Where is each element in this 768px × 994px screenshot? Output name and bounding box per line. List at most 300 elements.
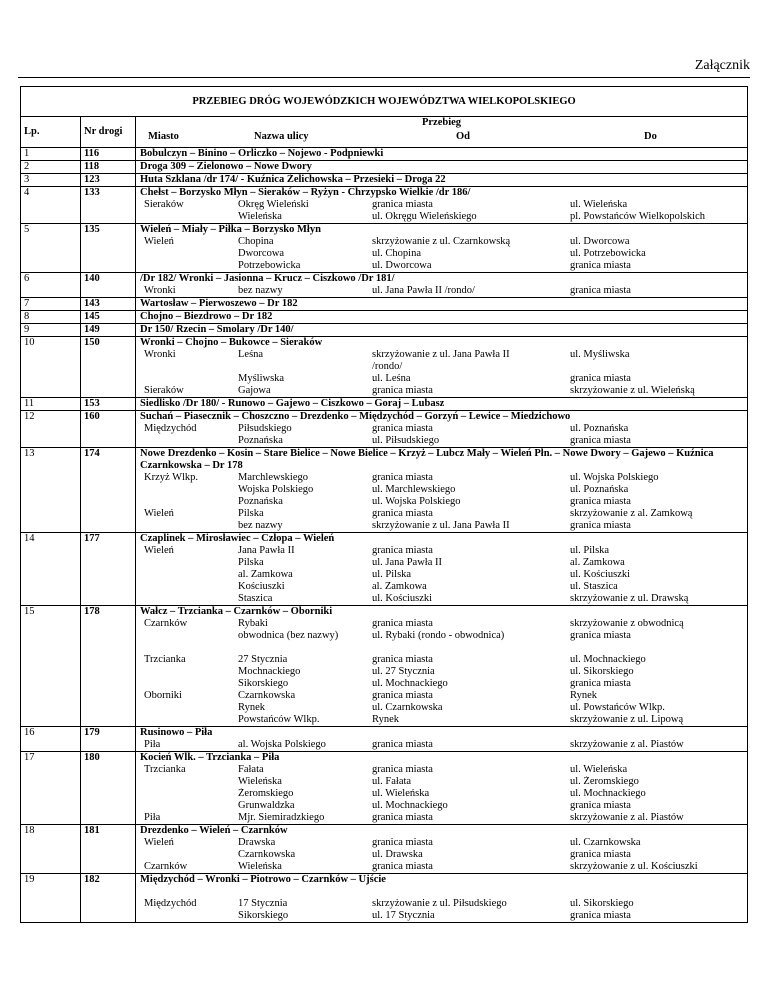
route-description: Dr 150/ Rzecin – Smolary /Dr 140/	[140, 324, 294, 335]
row-lp: 6	[21, 273, 81, 298]
segment-street: bez nazwy	[238, 520, 283, 531]
route-description: Wartosław – Pierwoszewo – Dr 182	[140, 298, 298, 309]
segment-city: Wieleń	[144, 837, 174, 848]
table-row	[21, 161, 748, 174]
route-description: Wieleń – Miały – Piłka – Borzysko Młyn	[140, 224, 321, 235]
row-route	[136, 411, 748, 448]
route-description: Huta Szklana /dr 174/ - Kuźnica Żelichowska – Przesieki – Droga 22	[140, 174, 446, 185]
segment-city	[144, 361, 238, 373]
segment-city	[144, 849, 238, 861]
table-row	[21, 727, 748, 752]
col-lp: Lp.	[21, 117, 81, 148]
route-segment	[140, 849, 747, 861]
segment-street: Powstańców Wlkp.	[238, 714, 320, 725]
segment-to: ul. Pilska	[570, 545, 610, 556]
segment-city: Wieleń	[144, 545, 174, 556]
segment-city	[144, 678, 238, 690]
row-road-number: 133	[81, 187, 136, 224]
row-lp: 1	[21, 148, 81, 161]
segment-from: ul. Marchlewskiego	[372, 484, 456, 495]
segment-from: Rynek	[372, 714, 399, 725]
segment-to: granica miasta	[570, 260, 631, 271]
route-description: Międzychód – Wronki – Piotrowo – Czarnków – Ujście	[140, 874, 386, 885]
segment-to: ul. Poznańska	[570, 484, 629, 495]
route-segment	[140, 702, 747, 714]
segment-to: ul. Czarnkowska	[570, 837, 641, 848]
segment-city	[144, 569, 238, 581]
row-road-number: 149	[81, 324, 136, 337]
segment-city: Wronki	[144, 285, 176, 296]
segment-from: ul. Chopina	[372, 248, 421, 259]
segment-city: Sieraków	[144, 385, 184, 396]
segment-from: al. Zamkowa	[372, 581, 427, 592]
route-description: Rusinowo – Piła	[140, 727, 213, 738]
segment-from: ul. 27 Stycznia	[372, 666, 435, 677]
segment-to: ul. Kościuszki	[570, 569, 631, 580]
table-row	[21, 337, 748, 398]
segment-from: ul. Drawska	[372, 849, 423, 860]
segment-city: Wronki	[144, 349, 176, 360]
segment-from: ul. Jana Pawła II	[372, 557, 442, 568]
segment-to: pl. Powstańców Wielkopolskich	[570, 211, 705, 222]
table-row	[21, 224, 748, 273]
route-segment	[140, 508, 747, 520]
row-lp: 5	[21, 224, 81, 273]
segment-from: skrzyżowanie z ul. Piłsudskiego	[372, 898, 507, 909]
przebieg-header: Przebieg	[421, 117, 462, 128]
route-segment	[140, 654, 747, 666]
segment-from: ul. Okręgu Wieleńskiego	[372, 211, 477, 222]
segment-from: skrzyżowanie z ul. Jana Pawła II	[372, 520, 510, 531]
segment-to: ul. Potrzebowicka	[570, 248, 646, 259]
route-segment	[140, 739, 747, 751]
route-description: Czaplinek – Mirosławiec – Człopa – Wieleń	[140, 533, 335, 544]
row-road-number: 135	[81, 224, 136, 273]
route-segment	[140, 285, 747, 297]
route-description: Nowe Drezdenko – Kosin – Stare Bielice – Nowe Bielice – Krzyż – Lubcz Mały – Wieleń Płn. – Nowe Dwory – Gajewo – Kuźnica Czarnkowska – Dr 178	[140, 448, 714, 471]
segment-street: bez nazwy	[238, 285, 283, 296]
col-od: Od	[456, 131, 471, 142]
segment-street: Wojska Polskiego	[238, 484, 314, 495]
segment-street: Drawska	[238, 837, 276, 848]
route-segment	[140, 423, 747, 435]
segment-street: al. Zamkowa	[238, 569, 293, 580]
row-route	[136, 148, 748, 161]
segment-street: Staszica	[238, 593, 273, 604]
table-row	[21, 448, 748, 533]
route-segment	[140, 764, 747, 776]
segment-street: Grunwaldzka	[238, 800, 295, 811]
segment-to: granica miasta	[570, 435, 631, 446]
segment-to: ul. Poznańska	[570, 423, 629, 434]
segment-city	[144, 666, 238, 678]
segment-to: granica miasta	[570, 910, 631, 921]
route-segment	[140, 630, 747, 642]
row-road-number: 150	[81, 337, 136, 398]
route-segment	[140, 593, 747, 605]
route-segment	[140, 199, 747, 211]
row-lp: 14	[21, 533, 81, 606]
table-row	[21, 606, 748, 727]
route-segment	[140, 260, 747, 272]
segment-from: ul. Czarnkowska	[372, 702, 443, 713]
segment-to: ul. Myśliwska	[570, 349, 630, 360]
segment-city	[144, 248, 238, 260]
row-road-number: 179	[81, 727, 136, 752]
segment-from: granica miasta	[372, 508, 433, 519]
segment-street: 27 Stycznia	[238, 654, 288, 665]
segment-to: granica miasta	[570, 800, 631, 811]
route-segment	[140, 910, 747, 922]
segment-city: Krzyż Wlkp.	[144, 472, 199, 483]
sub-header	[136, 131, 747, 143]
route-segment	[140, 642, 747, 654]
segment-from: granica miasta	[372, 654, 433, 665]
route-description: Kocień Wlk. – Trzcianka – Piła	[140, 752, 280, 763]
table-row	[21, 398, 748, 411]
row-route	[136, 874, 748, 923]
row-route	[136, 606, 748, 727]
route-segment	[140, 484, 747, 496]
row-lp: 10	[21, 337, 81, 398]
segment-street: Sikorskiego	[238, 678, 289, 689]
row-route	[136, 727, 748, 752]
segment-city	[144, 581, 238, 593]
row-lp: 19	[21, 874, 81, 923]
segment-to: granica miasta	[570, 849, 631, 860]
segment-street: Wieleńska	[238, 861, 282, 872]
route-segment	[140, 248, 747, 260]
segment-from: ul. Mochnackiego	[372, 800, 448, 811]
segment-from: ul. Mochnackiego	[372, 678, 448, 689]
row-route	[136, 825, 748, 874]
route-segment	[140, 349, 747, 361]
route-segment	[140, 618, 747, 630]
segment-city	[144, 593, 238, 605]
route-segment	[140, 520, 747, 532]
segment-city	[144, 260, 238, 272]
segment-to: ul. Wieleńska	[570, 199, 628, 210]
row-route	[136, 533, 748, 606]
segment-street: Żeromskiego	[238, 788, 294, 799]
segment-to	[570, 886, 747, 898]
route-segment	[140, 898, 747, 910]
row-lp: 15	[21, 606, 81, 727]
row-lp: 17	[21, 752, 81, 825]
segment-to: al. Zamkowa	[570, 557, 625, 568]
row-road-number: 118	[81, 161, 136, 174]
segment-street: Sikorskiego	[238, 910, 289, 921]
segment-to: granica miasta	[570, 373, 631, 384]
row-route	[136, 298, 748, 311]
segment-city: Wieleń	[144, 236, 174, 247]
segment-from: granica miasta	[372, 764, 433, 775]
segment-to: skrzyżowanie z ul. Kościuszki	[570, 861, 698, 872]
segment-street: Marchlewskiego	[238, 472, 308, 483]
segment-city	[144, 484, 238, 496]
table-row	[21, 311, 748, 324]
segment-street	[238, 642, 372, 654]
segment-to: skrzyżowanie z al. Zamkową	[570, 508, 693, 519]
route-segment	[140, 385, 747, 397]
segment-from: ul. Leśna	[372, 373, 411, 384]
segment-from: granica miasta	[372, 545, 433, 556]
segment-city	[144, 496, 238, 508]
segment-city	[144, 788, 238, 800]
route-segment	[140, 788, 747, 800]
segment-city	[144, 776, 238, 788]
row-lp: 12	[21, 411, 81, 448]
segment-from: granica miasta	[372, 837, 433, 848]
segment-city	[144, 520, 238, 532]
segment-street: Piłsudskiego	[238, 423, 292, 434]
segment-street: Rynek	[238, 702, 265, 713]
route-segment	[140, 714, 747, 726]
row-lp: 2	[21, 161, 81, 174]
segment-from: ul. Jana Pawła II /rondo/	[372, 285, 475, 296]
segment-to: ul. Staszica	[570, 581, 618, 592]
segment-from: granica miasta	[372, 618, 433, 629]
row-lp: 18	[21, 825, 81, 874]
segment-from: ul. Fałata	[372, 776, 412, 787]
segment-street: Okręg Wieleński	[238, 199, 309, 210]
segment-city	[144, 910, 238, 922]
row-route	[136, 161, 748, 174]
segment-from: granica miasta	[372, 423, 433, 434]
segment-to: ul. Powstańców Wlkp.	[570, 702, 665, 713]
row-road-number: 123	[81, 174, 136, 187]
row-road-number: 145	[81, 311, 136, 324]
table-row	[21, 411, 748, 448]
segment-from: granica miasta	[372, 812, 433, 823]
table-row	[21, 874, 748, 923]
segment-street	[238, 886, 372, 898]
segment-street: Mjr. Siemiradzkiego	[238, 812, 325, 823]
segment-street: obwodnica (bez nazwy)	[238, 630, 339, 641]
segment-street: Chopina	[238, 236, 274, 247]
segment-from: skrzyżowanie z ul. Jana Pawła II	[372, 349, 510, 360]
title-row	[21, 87, 748, 117]
segment-from: granica miasta	[372, 739, 433, 750]
segment-city: Piła	[144, 739, 161, 750]
col-miasto: Miasto	[148, 131, 179, 142]
col-do: Do	[644, 131, 657, 142]
segment-city: Międzychód	[144, 423, 197, 434]
row-route	[136, 448, 748, 533]
segment-street: Czarnkowska	[238, 849, 296, 860]
row-route	[136, 174, 748, 187]
route-description: Drezdenko – Wieleń – Czarnków	[140, 825, 288, 836]
row-road-number: 180	[81, 752, 136, 825]
route-description: Bobulczyn – Binino – Orliczko – Nojewo - Podpniewki	[140, 148, 384, 159]
segment-city: Międzychód	[144, 898, 197, 909]
segment-from: granica miasta	[372, 690, 433, 701]
segment-from: ul. Wieleńska	[372, 788, 430, 799]
route-segment	[140, 472, 747, 484]
segment-to: granica miasta	[570, 630, 631, 641]
row-lp: 4	[21, 187, 81, 224]
route-segment	[140, 373, 747, 385]
header-row	[21, 117, 748, 148]
table-row	[21, 148, 748, 161]
segment-to: skrzyżowanie z ul. Lipową	[570, 714, 684, 725]
segment-to: Rynek	[570, 690, 597, 701]
header-rule	[18, 77, 750, 78]
route-description: /Dr 182/ Wronki – Jasionna – Krucz – Ciszkowo /Dr 181/	[140, 273, 395, 284]
table-row	[21, 533, 748, 606]
segment-from: ul. Dworcowa	[372, 260, 432, 271]
segment-city: Oborniki	[144, 690, 182, 701]
row-lp: 13	[21, 448, 81, 533]
segment-to: skrzyżowanie z al. Piastów	[570, 739, 684, 750]
segment-to: skrzyżowanie z obwodnicą	[570, 618, 684, 629]
segment-from	[372, 642, 570, 654]
route-description: Wronki – Chojno – Bukowce – Sieraków	[140, 337, 323, 348]
segment-city: Czarnków	[144, 618, 188, 629]
table-row	[21, 273, 748, 298]
segment-from: ul. 17 Stycznia	[372, 910, 435, 921]
row-lp: 3	[21, 174, 81, 187]
segment-to: ul. Mochnackiego	[570, 788, 646, 799]
segment-from: skrzyżowanie z ul. Czarnkowską	[372, 236, 511, 247]
col-nr: Nr drogi	[81, 117, 136, 148]
segment-city	[144, 435, 238, 447]
table-row	[21, 298, 748, 311]
segment-street: Kościuszki	[238, 581, 285, 592]
segment-street: Jana Pawła II	[238, 545, 295, 556]
row-lp: 11	[21, 398, 81, 411]
segment-city	[144, 211, 238, 223]
segment-street: Potrzebowicka	[238, 260, 301, 271]
route-segment	[140, 557, 747, 569]
row-route	[136, 224, 748, 273]
attachment-label: Załącznik	[694, 58, 750, 73]
segment-to: granica miasta	[570, 496, 631, 507]
route-segment	[140, 435, 747, 447]
route-description: Wałcz – Trzcianka – Czarnków – Oborniki	[140, 606, 333, 617]
row-road-number: 160	[81, 411, 136, 448]
table-row	[21, 187, 748, 224]
row-route	[136, 311, 748, 324]
row-route	[136, 337, 748, 398]
row-route	[136, 187, 748, 224]
segment-to: granica miasta	[570, 520, 631, 531]
row-route	[136, 273, 748, 298]
segment-city: Sieraków	[144, 199, 184, 210]
route-segment	[140, 361, 747, 373]
row-route	[136, 324, 748, 337]
route-segment	[140, 812, 747, 824]
document-title: PRZEBIEG DRÓG WOJEWÓDZKICH WOJEWÓDZTWA WIELKOPOLSKIEGO	[21, 87, 748, 117]
segment-city	[144, 714, 238, 726]
segment-street	[238, 361, 372, 373]
segment-to: ul. Sikorskiego	[570, 666, 634, 677]
segment-street: Dworcowa	[238, 248, 285, 259]
row-lp: 9	[21, 324, 81, 337]
segment-street: Fałata	[238, 764, 264, 775]
segment-to: skrzyżowanie z ul. Wieleńską	[570, 385, 695, 396]
row-road-number: 140	[81, 273, 136, 298]
segment-to: skrzyżowanie z ul. Drawską	[570, 593, 689, 604]
segment-to: granica miasta	[570, 285, 631, 296]
route-segment	[140, 545, 747, 557]
row-route	[136, 398, 748, 411]
route-segment	[140, 837, 747, 849]
segment-city: Trzcianka	[144, 654, 186, 665]
segment-from: ul. Wojska Polskiego	[372, 496, 461, 507]
segment-from	[372, 886, 570, 898]
segment-city: Piła	[144, 812, 161, 823]
row-lp: 8	[21, 311, 81, 324]
segment-street: al. Wojska Polskiego	[238, 739, 326, 750]
route-segment	[140, 776, 747, 788]
segment-street: Gajowa	[238, 385, 271, 396]
route-description: Chełst – Borzysko Młyn – Sieraków – Ryżyn - Chrzypsko Wielkie /dr 186/	[140, 187, 471, 198]
segment-street: Pilska	[238, 557, 264, 568]
table-row	[21, 825, 748, 874]
route-segment	[140, 581, 747, 593]
row-lp: 7	[21, 298, 81, 311]
segment-street: Myśliwska	[238, 373, 285, 384]
row-road-number: 153	[81, 398, 136, 411]
segment-to: ul. Sikorskiego	[570, 898, 634, 909]
segment-street: Wieleńska	[238, 211, 282, 222]
segment-city	[144, 557, 238, 569]
segment-from: granica miasta	[372, 385, 433, 396]
row-road-number: 177	[81, 533, 136, 606]
row-road-number: 182	[81, 874, 136, 923]
segment-city: Czarnków	[144, 861, 188, 872]
route-segment	[140, 666, 747, 678]
segment-to: ul. Wieleńska	[570, 764, 628, 775]
route-description: Siedlisko /Dr 180/ - Runowo – Gajewo – Ciszkowo – Goraj – Lubasz	[140, 398, 445, 409]
segment-from: ul. Piłsudskiego	[372, 435, 440, 446]
table-row	[21, 324, 748, 337]
route-segment	[140, 236, 747, 248]
segment-street: Czarnkowska	[238, 690, 296, 701]
segment-street: Rybaki	[238, 618, 268, 629]
table-row	[21, 174, 748, 187]
route-segment	[140, 496, 747, 508]
segment-street: Poznańska	[238, 435, 283, 446]
segment-to: skrzyżowanie z al. Piastów	[570, 812, 684, 823]
segment-from: /rondo/	[372, 361, 403, 372]
segment-city	[144, 373, 238, 385]
col-przebieg	[136, 117, 748, 148]
route-segment	[140, 690, 747, 702]
segment-to: ul. Żeromskiego	[570, 776, 639, 787]
table-row	[21, 752, 748, 825]
segment-street: Wieleńska	[238, 776, 282, 787]
segment-from: granica miasta	[372, 861, 433, 872]
segment-street: Mochnackiego	[238, 666, 301, 677]
segment-city	[144, 642, 238, 654]
segment-city: Trzcianka	[144, 764, 186, 775]
row-road-number: 174	[81, 448, 136, 533]
segment-from: ul. Rybaki (rondo - obwodnica)	[372, 630, 505, 641]
route-segment	[140, 678, 747, 690]
segment-city	[144, 800, 238, 812]
route-segment	[140, 211, 747, 223]
segment-street: 17 Stycznia	[238, 898, 288, 909]
segment-street: Pilska	[238, 508, 264, 519]
segment-to	[570, 642, 747, 654]
segment-to: granica miasta	[570, 678, 631, 689]
segment-from: ul. Pilska	[372, 569, 412, 580]
segment-city: Wieleń	[144, 508, 174, 519]
col-ulica: Nazwa ulicy	[254, 131, 309, 142]
row-route	[136, 752, 748, 825]
